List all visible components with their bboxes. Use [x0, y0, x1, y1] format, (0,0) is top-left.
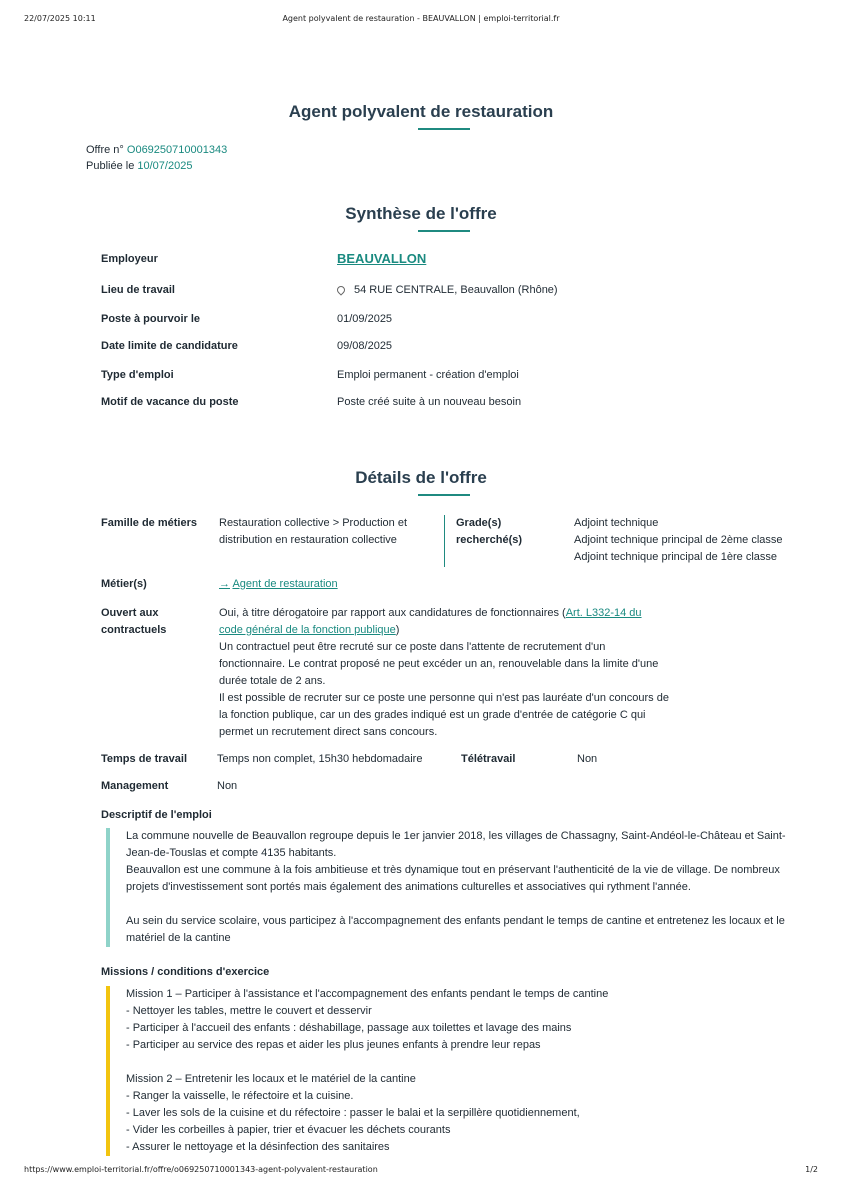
article-link-cont[interactable]: code général de la fonction publique [219, 624, 396, 636]
ouvert-line: fonctionnaire. Le contrat proposé ne peut excéder un an, renouvelable dans la limite d'une [219, 658, 659, 670]
arrow-right-icon: → [219, 578, 230, 590]
employeur-label: Employeur [101, 253, 158, 265]
missions-line: - Participer à l'accueil des enfants : déshabillage, passage aux toilettes et lavage des mains [126, 1022, 572, 1034]
famille-label: Famille de métiers [101, 517, 197, 529]
date-limite-value: 09/08/2025 [337, 340, 393, 352]
synthese-underline [418, 230, 470, 232]
famille-line: Restauration collective > Production et [219, 517, 408, 529]
print-datetime: 22/07/2025 10:11 [24, 14, 96, 23]
grades-list [574, 515, 783, 566]
ouvert-label-line: Ouvert aux [101, 607, 159, 619]
famille-line: distribution en restauration collective [219, 534, 397, 546]
offer-published-label: Publiée le [86, 160, 135, 172]
details-heading: Détails de l'offre [355, 468, 487, 487]
motif-value: Poste créé suite à un nouveau besoin [337, 396, 522, 408]
grade-item: Adjoint technique [574, 517, 659, 529]
missions-line: Mission 2 – Entretenir les locaux et le matériel de la cantine [126, 1073, 416, 1085]
famille-value [219, 515, 407, 549]
synthese-row-poste [101, 313, 801, 329]
teletravail-label: Télétravail [461, 753, 516, 765]
descriptif-line: La commune nouvelle de Beauvallon regroupe depuis le 1er janvier 2018, les villages de Chassagny, Saint-Andéol-le-Château et Saint- [126, 830, 786, 842]
missions-block [106, 986, 786, 1156]
ouvert-line: la fonction publique, car un des grades indiqué est un grade d'entrée de catégorie C qui [219, 709, 646, 721]
ouvert-line [219, 605, 669, 622]
ouvert-line: permet un recrutement direct sans concours. [219, 726, 438, 738]
ouvert-value [219, 605, 669, 741]
paragraph-gap [126, 1054, 786, 1071]
descriptif-line: projets d'investissement sont portés mais également des animations culturelles et associatives qui rythment l'année. [126, 881, 691, 893]
type-value: Emploi permanent - création d'emploi [337, 369, 519, 381]
ouvert-text-close: ) [395, 624, 400, 636]
teletravail-value: Non [577, 753, 598, 765]
metier-link[interactable] [219, 576, 338, 593]
management-label: Management [101, 780, 169, 792]
descriptif-label: Descriptif de l'emploi [101, 809, 212, 821]
missions-line: Mission 1 – Participer à l'assistance et l'accompagnement des enfants pendant le temps de cantine [126, 988, 609, 1000]
ouvert-line [219, 622, 669, 639]
print-url: https://www.emploi-territorial.fr/offre/o069250710001343-agent-polyvalent-restauration [24, 1165, 378, 1174]
synthese-row-employeur [101, 253, 801, 269]
missions-line: - Laver les sols de la cuisine et du réfectoire : passer le balai et la serpillère quotidiennement, [126, 1107, 580, 1119]
title-underline [418, 128, 470, 130]
missions-line: - Ranger la vaisselle, le réfectoire et la cuisine. [126, 1090, 354, 1102]
lieu-value-wrap [337, 284, 558, 296]
poste-label: Poste à pourvoir le [101, 313, 201, 325]
ouvert-line: Un contractuel peut être recruté sur ce poste dans l'attente de recrutement d'un [219, 641, 606, 653]
missions-line: - Participer au service des repas et aider les plus jeunes enfants à prendre leur repas [126, 1039, 541, 1051]
grade-item: Adjoint technique principal de 2ème classe [574, 534, 783, 546]
motif-label: Motif de vacance du poste [101, 396, 239, 408]
grades-label-line: Grade(s) [456, 517, 502, 529]
grades-label-line: recherché(s) [456, 534, 523, 546]
type-label: Type d'emploi [101, 369, 174, 381]
management-value: Non [217, 780, 238, 792]
print-page-number: 1/2 [805, 1165, 818, 1174]
ouvert-label-line: contractuels [101, 624, 167, 636]
grades-label [456, 515, 522, 549]
descriptif-line: Au sein du service scolaire, vous participez à l'accompagnement des enfants pendant le temps de cantine et entretenez les locaux et le [126, 915, 785, 927]
synthese-row-lieu [101, 284, 801, 300]
missions-line: - Nettoyer les tables, mettre le couvert et desservir [126, 1005, 372, 1017]
offer-number-value: O069250710001343 [126, 144, 228, 156]
date-limite-label: Date limite de candidature [101, 340, 238, 352]
employeur-link[interactable]: BEAUVALLON [337, 251, 427, 266]
map-pin-icon [335, 284, 346, 295]
synthese-row-motif [101, 396, 801, 412]
offer-number [86, 144, 227, 156]
page-title: Agent polyvalent de restauration [288, 102, 554, 121]
print-page-title: Agent polyvalent de restauration - BEAUVALLON | emploi-territorial.fr [282, 14, 560, 23]
offer-published [86, 160, 192, 172]
lieu-label: Lieu de travail [101, 284, 175, 296]
descriptif-line: Beauvallon est une commune à la fois ambitieuse et très dynamique tout en préservant l'authenticité de la vie de village. De nombreux [126, 864, 780, 876]
ouvert-line: Il est possible de recruter sur ce poste une personne qui n'est pas lauréate d'un concours de [219, 692, 669, 704]
synthese-row-type [101, 369, 801, 385]
synthese-row-date-limite [101, 340, 801, 356]
ouvert-label [101, 605, 166, 639]
vertical-divider [444, 515, 445, 567]
lieu-value: 54 RUE CENTRALE, Beauvallon (Rhône) [354, 284, 558, 296]
article-link[interactable]: Art. L332-14 du [565, 607, 642, 619]
offer-published-value: 10/07/2025 [137, 160, 193, 172]
ouvert-line: durée totale de 2 ans. [219, 675, 326, 687]
metier-label: Métier(s) [101, 578, 147, 590]
descriptif-line: Jean-de-Touslas et compte 4135 habitants. [126, 847, 337, 859]
missions-line: - Assurer le nettoyage et la désinfection des sanitaires [126, 1141, 390, 1153]
poste-value: 01/09/2025 [337, 313, 393, 325]
descriptif-line: matériel de la cantine [126, 932, 231, 944]
temps-label: Temps de travail [101, 753, 187, 765]
metier-value[interactable]: Agent de restauration [232, 578, 338, 590]
details-underline [418, 494, 470, 496]
offer-number-label: Offre n° [86, 144, 124, 156]
synthese-heading: Synthèse de l'offre [345, 204, 497, 223]
ouvert-text: Oui, à titre dérogatoire par rapport aux candidatures de fonctionnaires ( [219, 607, 566, 619]
missions-label: Missions / conditions d'exercice [101, 966, 270, 978]
missions-line: - Vider les corbeilles à papier, trier et évacuer les déchets courants [126, 1124, 451, 1136]
descriptif-block [106, 828, 786, 947]
paragraph-gap [126, 896, 786, 913]
temps-value: Temps non complet, 15h30 hebdomadaire [217, 753, 423, 765]
grade-item: Adjoint technique principal de 1ère classe [574, 551, 778, 563]
